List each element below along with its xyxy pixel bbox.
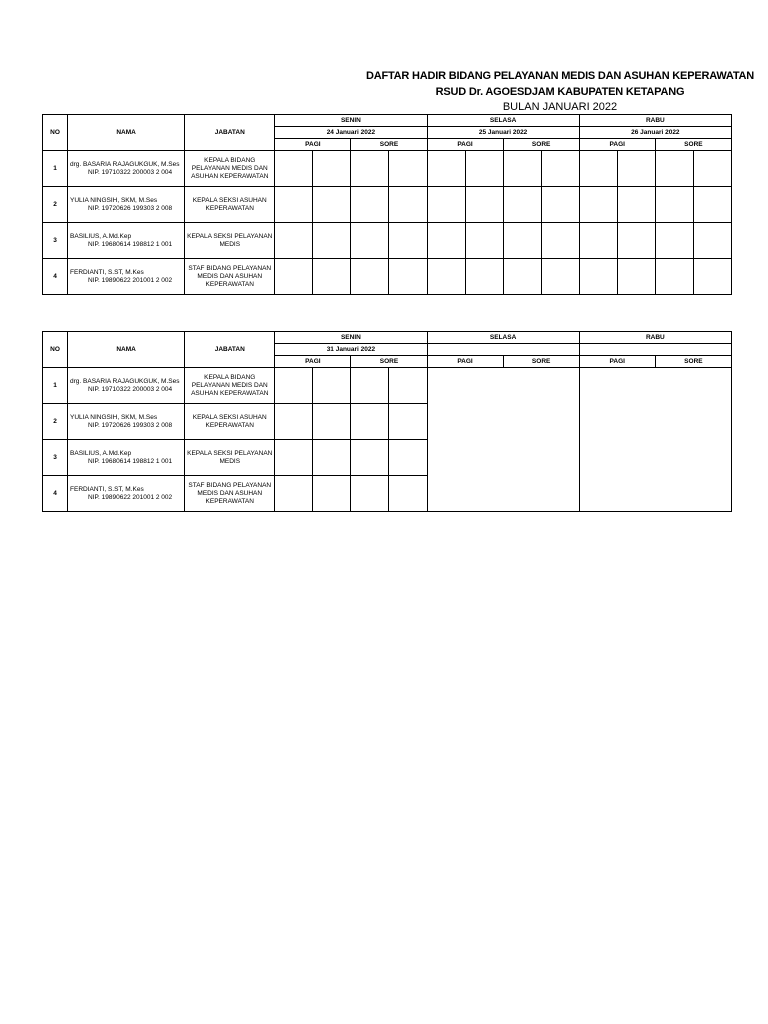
- signature-cell[interactable]: [655, 259, 693, 295]
- staff-name-cell: [68, 259, 185, 295]
- staff-name: YULIA NINGSIH, SKM, M.Ses: [70, 413, 158, 421]
- document-title: DAFTAR HADIR BIDANG PELAYANAN MEDIS DAN ASUHAN KEPERAWATAN: [365, 70, 755, 82]
- table-row: [43, 187, 732, 223]
- staff-nip: NIP. 19680614 198812 1 001: [88, 240, 173, 248]
- signature-cell[interactable]: [313, 259, 351, 295]
- staff-position: KEPALA SEKSI PELAYANAN MEDIS: [185, 440, 275, 476]
- row-number: 1: [43, 368, 68, 404]
- table-row: [43, 151, 732, 187]
- signature-cell[interactable]: [351, 404, 389, 440]
- signature-cell[interactable]: [617, 259, 655, 295]
- signature-cell[interactable]: [655, 151, 693, 187]
- day-header: RABU: [579, 332, 731, 344]
- shift-header: PAGI: [275, 139, 351, 151]
- col-jabatan-header: JABATAN: [185, 332, 275, 368]
- signature-cell[interactable]: [275, 404, 313, 440]
- staff-position: KEPALA SEKSI ASUHAN KEPERAWATAN: [185, 404, 275, 440]
- signature-cell[interactable]: [503, 151, 541, 187]
- signature-cell[interactable]: [541, 151, 579, 187]
- shift-header: PAGI: [427, 356, 503, 368]
- staff-nip: NIP. 19710322 200003 2 004: [88, 168, 173, 176]
- col-no-header: NO: [43, 332, 68, 368]
- staff-position: KEPALA BIDANG PELAYANAN MEDIS DAN ASUHAN KEPERAWATAN: [185, 151, 275, 187]
- row-number: 4: [43, 476, 68, 512]
- shift-header: SORE: [655, 356, 731, 368]
- shift-header: PAGI: [579, 139, 655, 151]
- shift-header: SORE: [503, 356, 579, 368]
- staff-name: drg. BASARIA RAJAGUKGUK, M.Ses: [70, 160, 180, 168]
- signature-cell[interactable]: [427, 223, 465, 259]
- signature-cell[interactable]: [541, 187, 579, 223]
- staff-nip: NIP. 19720626 199303 2 008: [88, 204, 173, 212]
- attendance-table-week-2: [42, 331, 732, 512]
- shift-header: PAGI: [579, 356, 655, 368]
- signature-cell[interactable]: [313, 187, 351, 223]
- period-label: BULAN JANUARI 2022: [502, 101, 618, 113]
- col-nama-header: NAMA: [68, 115, 185, 151]
- row-number: 3: [43, 440, 68, 476]
- hospital-name: RSUD Dr. AGOESDJAM KABUPATEN KETAPANG: [435, 86, 685, 98]
- signature-cell[interactable]: [313, 440, 351, 476]
- staff-position: KEPALA SEKSI ASUHAN KEPERAWATAN: [185, 187, 275, 223]
- table-row: [43, 368, 732, 404]
- signature-cell[interactable]: [617, 223, 655, 259]
- staff-name-cell: [68, 440, 185, 476]
- signature-cell[interactable]: [389, 151, 427, 187]
- table-header-row: [43, 115, 732, 127]
- date-header: [427, 344, 579, 356]
- col-nama-header: NAMA: [68, 332, 185, 368]
- staff-name: BASILIUS, A.Md.Kep: [70, 232, 132, 240]
- signature-cell[interactable]: [389, 368, 427, 404]
- signature-cell[interactable]: [389, 223, 427, 259]
- signature-cell[interactable]: [275, 187, 313, 223]
- shift-header: SORE: [351, 356, 427, 368]
- row-number: 4: [43, 259, 68, 295]
- signature-cell[interactable]: [275, 223, 313, 259]
- signature-cell[interactable]: [465, 223, 503, 259]
- signature-cell[interactable]: [389, 476, 427, 512]
- row-number: 2: [43, 404, 68, 440]
- signature-cell[interactable]: [617, 187, 655, 223]
- date-header: [579, 344, 731, 356]
- signature-cell[interactable]: [313, 368, 351, 404]
- staff-name: drg. BASARIA RAJAGUKGUK, M.Ses: [70, 377, 180, 385]
- signature-cell[interactable]: [693, 187, 731, 223]
- staff-name: FERDIANTI, S.ST, M.Kes: [70, 485, 144, 493]
- staff-nip: NIP. 19890622 201001 2 002: [88, 276, 173, 284]
- date-header: 31 Januari 2022: [275, 344, 427, 356]
- staff-name-cell: [68, 223, 185, 259]
- signature-cell[interactable]: [351, 440, 389, 476]
- signature-cell[interactable]: [351, 151, 389, 187]
- staff-name-cell: [68, 404, 185, 440]
- signature-cell[interactable]: [351, 187, 389, 223]
- signature-cell[interactable]: [313, 404, 351, 440]
- signature-cell[interactable]: [655, 223, 693, 259]
- attendance-table-week-1: [42, 114, 732, 295]
- row-number: 2: [43, 187, 68, 223]
- signature-cell[interactable]: [693, 259, 731, 295]
- signature-cell[interactable]: [503, 223, 541, 259]
- empty-selasa-block: [427, 368, 579, 512]
- shift-header: PAGI: [427, 139, 503, 151]
- signature-cell[interactable]: [503, 259, 541, 295]
- signature-cell[interactable]: [427, 187, 465, 223]
- staff-nip: NIP. 19710322 200003 2 004: [88, 385, 173, 393]
- signature-cell[interactable]: [579, 187, 617, 223]
- signature-cell[interactable]: [693, 151, 731, 187]
- signature-cell[interactable]: [579, 223, 617, 259]
- signature-cell[interactable]: [313, 476, 351, 512]
- shift-header: SORE: [351, 139, 427, 151]
- staff-name-cell: [68, 151, 185, 187]
- day-header: SENIN: [275, 115, 427, 127]
- signature-cell[interactable]: [351, 223, 389, 259]
- staff-name-cell: [68, 476, 185, 512]
- day-header: SELASA: [427, 332, 579, 344]
- signature-cell[interactable]: [427, 259, 465, 295]
- signature-cell[interactable]: [503, 187, 541, 223]
- signature-cell[interactable]: [351, 476, 389, 512]
- signature-cell[interactable]: [389, 440, 427, 476]
- empty-rabu-block: [579, 368, 731, 512]
- staff-name-cell: [68, 368, 185, 404]
- staff-name: YULIA NINGSIH, SKM, M.Ses: [70, 196, 158, 204]
- staff-position: STAF BIDANG PELAYANAN MEDIS DAN ASUHAN KEPERAWATAN: [185, 476, 275, 512]
- staff-position: STAF BIDANG PELAYANAN MEDIS DAN ASUHAN KEPERAWATAN: [185, 259, 275, 295]
- signature-cell[interactable]: [465, 151, 503, 187]
- shift-header: SORE: [503, 139, 579, 151]
- signature-cell[interactable]: [275, 368, 313, 404]
- date-header: 24 Januari 2022: [275, 127, 427, 139]
- signature-cell[interactable]: [389, 187, 427, 223]
- signature-cell[interactable]: [617, 151, 655, 187]
- signature-cell[interactable]: [465, 259, 503, 295]
- signature-cell[interactable]: [579, 151, 617, 187]
- signature-cell[interactable]: [275, 151, 313, 187]
- signature-cell[interactable]: [313, 223, 351, 259]
- signature-cell[interactable]: [427, 151, 465, 187]
- day-header: SELASA: [427, 115, 579, 127]
- signature-cell[interactable]: [275, 259, 313, 295]
- staff-name: BASILIUS, A.Md.Kep: [70, 449, 132, 457]
- staff-nip: NIP. 19890622 201001 2 002: [88, 493, 173, 501]
- staff-name-cell: [68, 187, 185, 223]
- signature-cell[interactable]: [579, 259, 617, 295]
- signature-cell[interactable]: [351, 259, 389, 295]
- table-row: [43, 259, 732, 295]
- staff-nip: NIP. 19720626 199303 2 008: [88, 421, 173, 429]
- day-header: SENIN: [275, 332, 427, 344]
- staff-name: FERDIANTI, S.ST, M.Kes: [70, 268, 144, 276]
- signature-cell[interactable]: [351, 368, 389, 404]
- row-number: 1: [43, 151, 68, 187]
- col-jabatan-header: JABATAN: [185, 115, 275, 151]
- col-no-header: NO: [43, 115, 68, 151]
- signature-cell[interactable]: [275, 476, 313, 512]
- signature-cell[interactable]: [693, 223, 731, 259]
- shift-header: SORE: [655, 139, 731, 151]
- signature-cell[interactable]: [541, 223, 579, 259]
- table-row: [43, 223, 732, 259]
- signature-cell[interactable]: [541, 259, 579, 295]
- date-header: 25 Januari 2022: [427, 127, 579, 139]
- signature-cell[interactable]: [389, 404, 427, 440]
- table-header-row: [43, 332, 732, 344]
- signature-cell[interactable]: [465, 187, 503, 223]
- date-header: 26 Januari 2022: [579, 127, 731, 139]
- staff-position: KEPALA BIDANG PELAYANAN MEDIS DAN ASUHAN KEPERAWATAN: [185, 368, 275, 404]
- signature-cell[interactable]: [313, 151, 351, 187]
- signature-cell[interactable]: [275, 440, 313, 476]
- signature-cell[interactable]: [389, 259, 427, 295]
- row-number: 3: [43, 223, 68, 259]
- day-header: RABU: [579, 115, 731, 127]
- shift-header: PAGI: [275, 356, 351, 368]
- staff-nip: NIP. 19680614 198812 1 001: [88, 457, 173, 465]
- staff-position: KEPALA SEKSI PELAYANAN MEDIS: [185, 223, 275, 259]
- signature-cell[interactable]: [655, 187, 693, 223]
